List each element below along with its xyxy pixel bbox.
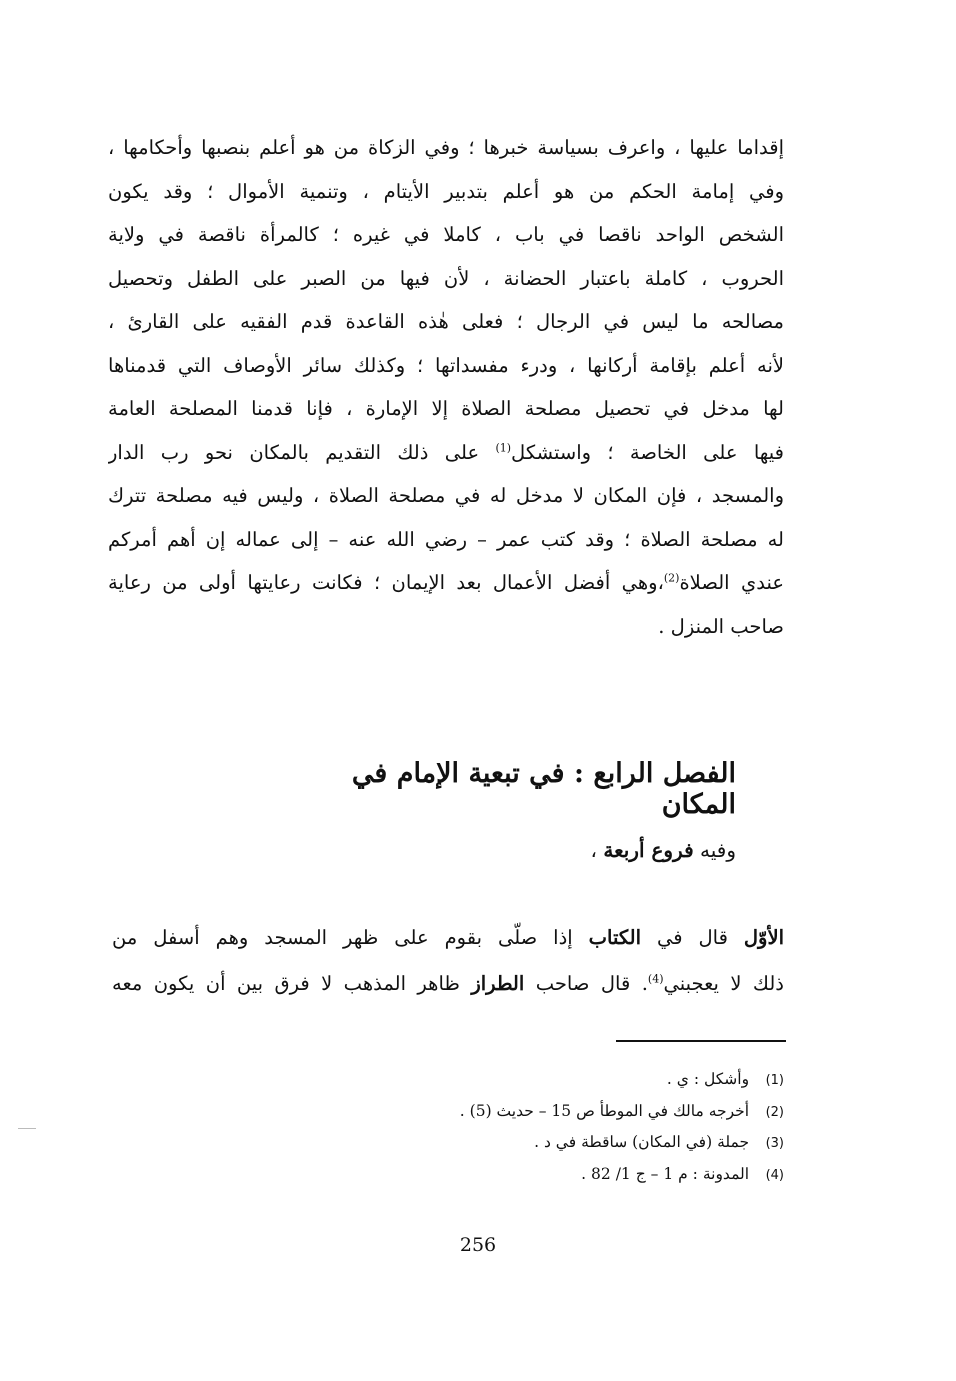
- footnote-number: (1): [765, 1073, 784, 1088]
- text-segment: وفيه: [693, 838, 736, 862]
- footnote-item: [300, 1159, 784, 1191]
- text-line: الشخص الواحد ناقصا في باب ، كاملا في غيره ؛ كالمرأة ناقصة في ولاية: [108, 223, 784, 246]
- text-segment: ،وهي أفضل الأعمال بعد الإيمان ؛ فكانت رعايتها أولى من رعاية: [108, 571, 664, 594]
- footnote-item: [300, 1127, 784, 1159]
- footnote-item: [300, 1096, 784, 1128]
- text-line: [112, 915, 784, 961]
- margin-mark: [18, 1128, 36, 1129]
- branch-label: الأوّل: [743, 926, 784, 949]
- text-bold: الكتاب: [588, 926, 641, 949]
- text-segment: ذلك لا يعجبني: [663, 972, 784, 995]
- text-line: إقداما عليها ، واعرف بسياسة خبرها ؛ وفي الزكاة من هو أعلم بنصبها وأحكامها ،: [108, 136, 784, 159]
- text-segment: فيها على الخاصة ؛ واستشكل: [511, 440, 784, 464]
- text-line: لأنه أعلم بإقامة أركانها ، ودرء مفسداتها ؛ وكذلك سائر الأوصاف التي قدمناها: [108, 353, 784, 377]
- chapter-subtitle: [400, 838, 736, 862]
- footnote-ref-4: (4): [647, 972, 664, 986]
- footnote-text: جملة (في المكان) ساقطة في د .: [534, 1133, 750, 1151]
- body-paragraph-1: [108, 126, 784, 648]
- text-line: مصالحه ما ليس في الرجال ؛ فعلى هٰذه القاعدة قدم الفقيه على القارئ ،: [108, 310, 784, 333]
- text-segment: . قال صاحب: [524, 972, 648, 995]
- text-line: وفي إمامة الحكم من هو أعلم بتدبير الأيتام ، وتنمية الأموال ؛ وقد يكون: [108, 179, 784, 203]
- text-line: صاحب المنزل .: [658, 614, 784, 638]
- footnote-text: المدونة : م 1 – ج 1/ 82 .: [581, 1164, 750, 1183]
- text-line-with-footnote-1: [108, 431, 784, 475]
- footnote-text: وأشكل : ي .: [666, 1070, 750, 1088]
- text-segment: قال في: [640, 926, 744, 949]
- footnotes-list: [300, 1064, 784, 1190]
- footnote-number: (2): [765, 1104, 784, 1120]
- footnote-number: (4): [765, 1167, 784, 1183]
- text-segment: ظاهر المذهب لا فرق بين أن يكون معه: [112, 972, 472, 995]
- body-paragraph-2: [112, 915, 784, 1007]
- text-line: والمسجد ، فإن المكان لا مدخل له في مصلحة الصلاة ، وليس فيه مصلحة تترك: [108, 484, 784, 507]
- text-segment: عندي الصلاة: [679, 571, 784, 594]
- footnote-ref-1: (1): [495, 441, 512, 454]
- footnote-item: [300, 1064, 784, 1096]
- text-segment: إذا صلّى بقوم على ظهر المسجد وهم أسفل من: [112, 926, 589, 949]
- text-line: [112, 961, 784, 1007]
- footnote-text: أخرجه مالك في الموطأ ص 15 – حديث (5) .: [459, 1101, 750, 1120]
- footnote-divider: [616, 1040, 786, 1042]
- chapter-title: الفصل الرابع : في تبعية الإمام في المكان: [351, 758, 736, 820]
- footnote-number: (3): [765, 1136, 784, 1151]
- text-line-with-footnote-2: [108, 561, 784, 605]
- text-line: الحروب ، كاملة باعتبار الحضانة ، لأن فيها من الصبر على الطفل وتحصيل: [108, 266, 784, 290]
- footnote-ref-2: (2): [663, 571, 680, 585]
- text-bold: الطراز: [471, 972, 525, 995]
- text-line: لها مدخل في تحصيل مصلحة الصلاة إلا الإمارة ، فإنا قدمنا المصلحة العامة: [108, 397, 784, 420]
- page-number: 256: [459, 1234, 497, 1256]
- text-bold: فروع أربعة: [603, 838, 694, 862]
- text-segment: على ذلك التقديم بالمكان نحو رب الدار: [108, 440, 496, 464]
- text-segment: ،: [590, 838, 604, 862]
- text-line: له مصلحة الصلاة ؛ وقد كتب عمر – رضي الله عنه – إلى عماله إن أهم أمركم: [108, 527, 784, 551]
